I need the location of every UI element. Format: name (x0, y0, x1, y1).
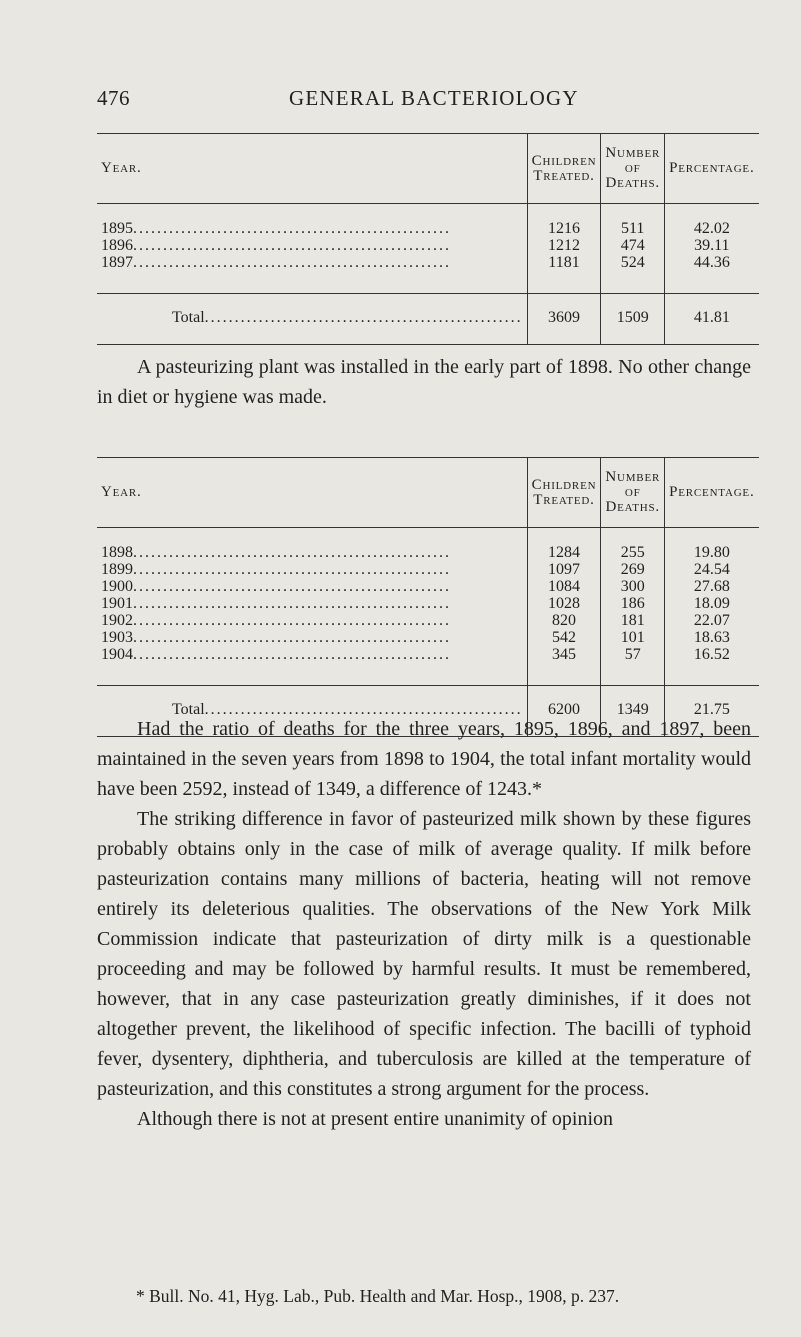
deaths-cell: 255 (601, 528, 665, 562)
pasteurizing-plant-paragraph (97, 352, 751, 412)
deaths-cell: 57 (601, 646, 665, 686)
year-cell: 1897 (101, 254, 133, 271)
deaths-cell: 300 (601, 578, 665, 595)
percentage-cell: 16.52 (665, 646, 759, 686)
mortality-table-1898-1904 (97, 457, 759, 737)
total-label: Total (172, 309, 205, 326)
total-children: 3609 (527, 294, 601, 345)
percentage-cell: 27.68 (665, 578, 759, 595)
total-percentage: 41.81 (665, 294, 759, 345)
deaths-cell: 511 (601, 204, 665, 238)
table-row: 1902 ..................................................... 820 181 22.07 (97, 612, 759, 629)
page-number: 476 (97, 86, 130, 110)
column-header-children: Children Treated. (527, 134, 601, 204)
percentage-cell: 18.63 (665, 629, 759, 646)
total-children: 6200 (527, 686, 601, 737)
table-header-row (97, 458, 759, 528)
running-title: GENERAL BACTERIOLOGY (289, 86, 579, 110)
children-cell: 345 (527, 646, 601, 686)
total-deaths: 1509 (601, 294, 665, 345)
year-cell: 1899 (101, 561, 133, 578)
column-header-children: Children Treated. (527, 458, 601, 528)
children-cell: 1216 (527, 204, 601, 238)
year-cell: 1901 (101, 595, 133, 612)
total-deaths: 1349 (601, 686, 665, 737)
children-cell: 1212 (527, 237, 601, 254)
children-cell: 542 (527, 629, 601, 646)
percentage-cell: 22.07 (665, 612, 759, 629)
deaths-cell: 474 (601, 237, 665, 254)
paragraph: A pasteurizing plant was installed in the early part of 1898. No other change in diet or hygiene was made. (97, 356, 751, 408)
deaths-cell: 101 (601, 629, 665, 646)
table-row: 1898 ..................................................... 1284 255 19.80 (97, 528, 759, 562)
column-header-deaths: Number of Deaths. (601, 458, 665, 528)
paragraph: Although there is not at present entire unanimity of opinion (137, 1108, 614, 1130)
year-cell: 1896 (101, 237, 133, 254)
total-label: Total (172, 701, 205, 718)
column-header-deaths: Number of Deaths. (601, 134, 665, 204)
percentage-cell: 18.09 (665, 595, 759, 612)
table-row: 1901 ..................................................... 1028 186 18.09 (97, 595, 759, 612)
deaths-cell: 524 (601, 254, 665, 294)
footnote: * Bull. No. 41, Hyg. Lab., Pub. Health and Mar. Hosp., 1908, p. 237. (136, 1286, 620, 1306)
deaths-cell: 269 (601, 561, 665, 578)
year-cell: 1903 (101, 629, 133, 646)
children-cell: 1097 (527, 561, 601, 578)
year-cell: 1898 (101, 544, 133, 561)
mortality-table-1895-1897 (97, 133, 759, 345)
percentage-cell: 39.11 (665, 237, 759, 254)
paragraph: Had the ratio of deaths for the three years, 1895, 1896, and 1897, been maintained in the seven years from 1898 to 1904, the total infant mortality would have been 2592, instead of 1349, a difference of 1243.* (97, 718, 751, 800)
deaths-cell: 181 (601, 612, 665, 629)
table-row: 1904 ..................................................... 345 57 16.52 (97, 646, 759, 686)
deaths-cell: 186 (601, 595, 665, 612)
percentage-cell: 42.02 (665, 204, 759, 238)
column-header-percentage: Percentage. (665, 458, 759, 528)
paragraph: The striking difference in favor of pasteurized milk shown by these figures probably obtains only in the case of milk of average quality. If milk before pasteurization contains many millions of bacteria, heating will not remove entirely its deleterious qualities. The observations of the New York Milk Commission indicate that pasteurization of dirty milk is a questionable proceeding and may be followed by harmful results. It must be remembered, however, that in any case pasteurization greatly diminishes, if it does not altogether prevent, the likelihood of specific infection. The bacilli of typhoid fever, dysentery, diphtheria, and tuberculosis are killed at the temperature of pasteurization, and this constitutes a strong argument for the process. (97, 808, 751, 1100)
children-cell: 1028 (527, 595, 601, 612)
table-row: 1899 ..................................................... 1097 269 24.54 (97, 561, 759, 578)
total-row: Total ..................................................... 3609 1509 41.81 (97, 294, 759, 345)
year-cell: 1904 (101, 646, 133, 663)
percentage-cell: 44.36 (665, 254, 759, 294)
total-row: Total ..................................................... 6200 1349 21.75 (97, 686, 759, 737)
discussion-text (97, 714, 751, 1134)
children-cell: 1181 (527, 254, 601, 294)
column-header-year: Year. (97, 458, 527, 528)
year-cell: 1895 (101, 220, 133, 237)
children-cell: 1084 (527, 578, 601, 595)
table-row: 1895 ..................................................... 1216 511 42.02 (97, 204, 759, 238)
table-row: 1897 ..................................................... 1181 524 44.36 (97, 254, 759, 294)
children-cell: 820 (527, 612, 601, 629)
table-row: 1903 ..................................................... 542 101 18.63 (97, 629, 759, 646)
year-cell: 1902 (101, 612, 133, 629)
table-row: 1900 ..................................................... 1084 300 27.68 (97, 578, 759, 595)
percentage-cell: 19.80 (665, 528, 759, 562)
year-cell: 1900 (101, 578, 133, 595)
children-cell: 1284 (527, 528, 601, 562)
column-header-year: Year. (97, 134, 527, 204)
table-header-row (97, 134, 759, 204)
table-row: 1896 ..................................................... 1212 474 39.11 (97, 237, 759, 254)
column-header-percentage: Percentage. (665, 134, 759, 204)
percentage-cell: 24.54 (665, 561, 759, 578)
total-percentage: 21.75 (665, 686, 759, 737)
